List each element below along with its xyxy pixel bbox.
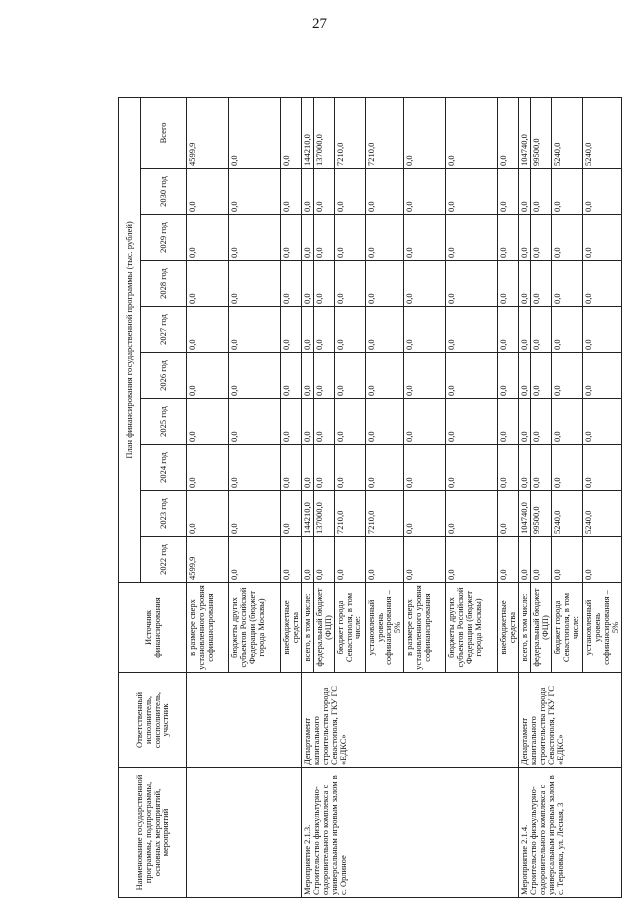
value-cell: 0,0 <box>229 445 281 491</box>
value-cell: 7210,0 <box>334 491 365 537</box>
value-cell: 0,0 <box>281 215 302 261</box>
value-cell: 0,0 <box>365 445 404 491</box>
value-cell: 144210,0 <box>301 491 313 537</box>
header-year: 2029 год <box>141 215 187 261</box>
table-row <box>187 97 229 897</box>
value-cell: 0,0 <box>446 215 498 261</box>
value-cell: 99500,0 <box>531 491 552 537</box>
header-total: Всего <box>141 97 187 168</box>
value-cell: 0,0 <box>301 399 313 445</box>
value-cell: 0,0 <box>582 399 621 445</box>
value-cell: 0,0 <box>365 169 404 215</box>
value-cell: 0,0 <box>313 169 334 215</box>
value-cell: 104740,0 <box>519 491 531 537</box>
value-cell: 0,0 <box>582 261 621 307</box>
value-cell: 0,0 <box>582 445 621 491</box>
value-cell: 137000,0 <box>313 491 334 537</box>
value-cell: 0,0 <box>281 399 302 445</box>
value-cell: 0,0 <box>531 169 552 215</box>
header-year: 2025 год <box>141 399 187 445</box>
value-cell: 0,0 <box>334 261 365 307</box>
value-cell: 0,0 <box>519 169 531 215</box>
value-cell: 0,0 <box>313 261 334 307</box>
header-year: 2023 год <box>141 491 187 537</box>
value-cell: 0,0 <box>551 307 582 353</box>
value-cell: 0,0 <box>229 169 281 215</box>
value-cell: 7210,0 <box>365 97 404 168</box>
value-cell: 0,0 <box>404 491 446 537</box>
header-year: 2022 год <box>141 537 187 583</box>
value-cell: 0,0 <box>187 307 229 353</box>
value-cell: 144210,0 <box>301 97 313 168</box>
value-cell: 0,0 <box>551 445 582 491</box>
value-cell: 0,0 <box>404 261 446 307</box>
value-cell: 0,0 <box>404 97 446 168</box>
value-cell: 0,0 <box>187 399 229 445</box>
value-cell: 0,0 <box>531 537 552 583</box>
value-cell: 0,0 <box>229 399 281 445</box>
value-cell: 0,0 <box>301 537 313 583</box>
value-cell: 0,0 <box>404 537 446 583</box>
value-cell: 0,0 <box>334 399 365 445</box>
value-cell: 0,0 <box>334 445 365 491</box>
source-cell: федеральный бюджет (ФЦП) <box>531 583 552 673</box>
source-cell: установленный уровень софинансирования – 5% <box>582 583 621 673</box>
source-cell: бюджет города Севастополя, в том числе: <box>551 583 582 673</box>
value-cell: 0,0 <box>281 307 302 353</box>
source-cell: бюджеты других субъектов Российской Федерации (бюджет города Москвы) <box>229 583 281 673</box>
value-cell: 0,0 <box>334 537 365 583</box>
value-cell: 0,0 <box>301 261 313 307</box>
value-cell: 0,0 <box>301 215 313 261</box>
header-name: Наименование государственной программы, подпрограммы, основных мероприятий, мероприятий <box>119 768 187 898</box>
value-cell: 0,0 <box>519 261 531 307</box>
value-cell: 0,0 <box>334 169 365 215</box>
value-cell: 0,0 <box>229 215 281 261</box>
value-cell: 0,0 <box>187 353 229 399</box>
value-cell: 0,0 <box>301 169 313 215</box>
source-cell: в размере сверх установленного уровня софинансирования <box>404 583 446 673</box>
value-cell: 5240,0 <box>551 491 582 537</box>
value-cell: 7210,0 <box>334 97 365 168</box>
value-cell: 4599,9 <box>187 97 229 168</box>
source-cell: бюджеты других субъектов Российской Федерации (бюджет города Москвы) <box>446 583 498 673</box>
value-cell: 0,0 <box>281 97 302 168</box>
value-cell: 0,0 <box>365 307 404 353</box>
value-cell: 0,0 <box>334 353 365 399</box>
value-cell: 0,0 <box>519 537 531 583</box>
value-cell: 0,0 <box>498 307 519 353</box>
value-cell: 0,0 <box>187 445 229 491</box>
value-cell: 0,0 <box>551 169 582 215</box>
financing-table <box>118 97 622 898</box>
source-cell: внебюджетные средства <box>281 583 302 673</box>
value-cell: 0,0 <box>498 399 519 445</box>
value-cell: 0,0 <box>498 169 519 215</box>
value-cell: 0,0 <box>187 491 229 537</box>
value-cell: 0,0 <box>446 353 498 399</box>
value-cell: 0,0 <box>281 353 302 399</box>
value-cell: 0,0 <box>551 261 582 307</box>
value-cell: 0,0 <box>187 169 229 215</box>
value-cell: 0,0 <box>229 261 281 307</box>
header-executor: Ответственный исполнитель, соисполнитель, участник <box>119 673 187 768</box>
value-cell: 0,0 <box>334 215 365 261</box>
value-cell: 0,0 <box>404 445 446 491</box>
value-cell: 0,0 <box>531 307 552 353</box>
value-cell: 0,0 <box>531 261 552 307</box>
page-number: 27 <box>312 16 327 32</box>
header-plan: План финансирования государственной программы (тыс. рублей) <box>119 97 141 582</box>
value-cell: 0,0 <box>519 445 531 491</box>
value-cell: 0,0 <box>281 445 302 491</box>
header-year: 2028 год <box>141 261 187 307</box>
value-cell: 0,0 <box>365 537 404 583</box>
value-cell: 0,0 <box>446 97 498 168</box>
header-year: 2030 год <box>141 169 187 215</box>
source-cell: внебюджетные средства <box>498 583 519 673</box>
value-cell: 0,0 <box>446 307 498 353</box>
value-cell: 137000,0 <box>313 97 334 168</box>
value-cell: 0,0 <box>446 537 498 583</box>
value-cell: 0,0 <box>313 445 334 491</box>
value-cell: 0,0 <box>551 353 582 399</box>
value-cell: 0,0 <box>334 307 365 353</box>
value-cell: 0,0 <box>498 537 519 583</box>
value-cell: 0,0 <box>365 261 404 307</box>
value-cell: 104740,0 <box>519 97 531 168</box>
value-cell: 7210,0 <box>365 491 404 537</box>
value-cell: 0,0 <box>519 307 531 353</box>
value-cell: 0,0 <box>313 307 334 353</box>
value-cell: 0,0 <box>531 399 552 445</box>
value-cell: 0,0 <box>301 445 313 491</box>
value-cell: 0,0 <box>531 445 552 491</box>
value-cell: 0,0 <box>582 353 621 399</box>
value-cell: 0,0 <box>446 261 498 307</box>
table-row <box>519 97 531 897</box>
value-cell: 0,0 <box>404 169 446 215</box>
value-cell: 0,0 <box>229 97 281 168</box>
value-cell: 0,0 <box>365 215 404 261</box>
item-name: Мероприятие 2.1.4. Строительство физкультурно-оздоровительного комплекса с универсальным игровым залом в с. Терновка, ул. Лесная, 3 <box>519 768 621 898</box>
table-row <box>301 97 313 897</box>
item-executor: Департамент капитального строительства города Севастополя, ГКУ ГС «ЕДКС» <box>301 673 518 768</box>
value-cell: 0,0 <box>229 537 281 583</box>
value-cell: 0,0 <box>582 169 621 215</box>
value-cell: 0,0 <box>519 353 531 399</box>
value-cell: 0,0 <box>498 261 519 307</box>
value-cell: 0,0 <box>582 537 621 583</box>
value-cell: 4599,9 <box>187 537 229 583</box>
value-cell: 0,0 <box>229 307 281 353</box>
value-cell: 0,0 <box>531 215 552 261</box>
value-cell: 0,0 <box>313 537 334 583</box>
value-cell: 0,0 <box>313 215 334 261</box>
header-year: 2024 год <box>141 445 187 491</box>
item-executor: Департамент капитального строительства города Севастополя, ГКУ ГС «ЕДКС» <box>519 673 621 768</box>
value-cell: 0,0 <box>404 215 446 261</box>
value-cell: 0,0 <box>582 307 621 353</box>
value-cell: 0,0 <box>281 169 302 215</box>
item-name <box>187 768 302 898</box>
rotated-table-wrapper <box>118 98 620 898</box>
value-cell: 0,0 <box>301 307 313 353</box>
value-cell: 0,0 <box>446 445 498 491</box>
value-cell: 0,0 <box>519 399 531 445</box>
value-cell: 0,0 <box>281 537 302 583</box>
value-cell: 0,0 <box>551 215 582 261</box>
value-cell: 0,0 <box>498 353 519 399</box>
value-cell: 0,0 <box>301 353 313 399</box>
value-cell: 0,0 <box>313 399 334 445</box>
value-cell: 0,0 <box>582 215 621 261</box>
value-cell: 0,0 <box>498 97 519 168</box>
value-cell: 99500,0 <box>531 97 552 168</box>
value-cell: 0,0 <box>281 261 302 307</box>
value-cell: 0,0 <box>404 399 446 445</box>
source-cell: федеральный бюджет (ФЦП) <box>313 583 334 673</box>
value-cell: 0,0 <box>229 353 281 399</box>
header-year: 2026 год <box>141 353 187 399</box>
header-year: 2027 год <box>141 307 187 353</box>
value-cell: 0,0 <box>531 353 552 399</box>
value-cell: 0,0 <box>551 537 582 583</box>
value-cell: 0,0 <box>229 491 281 537</box>
source-cell: в размере сверх установленного уровня софинансирования <box>187 583 229 673</box>
value-cell: 0,0 <box>365 399 404 445</box>
item-executor <box>187 673 302 768</box>
value-cell: 0,0 <box>187 215 229 261</box>
value-cell: 0,0 <box>281 491 302 537</box>
value-cell: 5240,0 <box>582 491 621 537</box>
value-cell: 0,0 <box>446 399 498 445</box>
item-name: Мероприятие 2.1.3. Строительство физкультурно-оздоровительного комплекса с универсальным игровым залом в с. Орлиное <box>301 768 518 898</box>
value-cell: 5240,0 <box>582 97 621 168</box>
source-cell: всего, в том числе: <box>301 583 313 673</box>
value-cell: 5240,0 <box>551 97 582 168</box>
source-cell: всего, в том числе: <box>519 583 531 673</box>
value-cell: 0,0 <box>446 491 498 537</box>
source-cell: бюджет города Севастополя, в том числе: <box>334 583 365 673</box>
value-cell: 0,0 <box>498 445 519 491</box>
source-cell: установленный уровень софинансирования – 5% <box>365 583 404 673</box>
value-cell: 0,0 <box>313 353 334 399</box>
value-cell: 0,0 <box>551 399 582 445</box>
value-cell: 0,0 <box>519 215 531 261</box>
value-cell: 0,0 <box>365 353 404 399</box>
value-cell: 0,0 <box>446 169 498 215</box>
value-cell: 0,0 <box>498 215 519 261</box>
header-source: Источник финансирования <box>119 583 187 673</box>
value-cell: 0,0 <box>187 261 229 307</box>
value-cell: 0,0 <box>498 491 519 537</box>
value-cell: 0,0 <box>404 353 446 399</box>
value-cell: 0,0 <box>404 307 446 353</box>
